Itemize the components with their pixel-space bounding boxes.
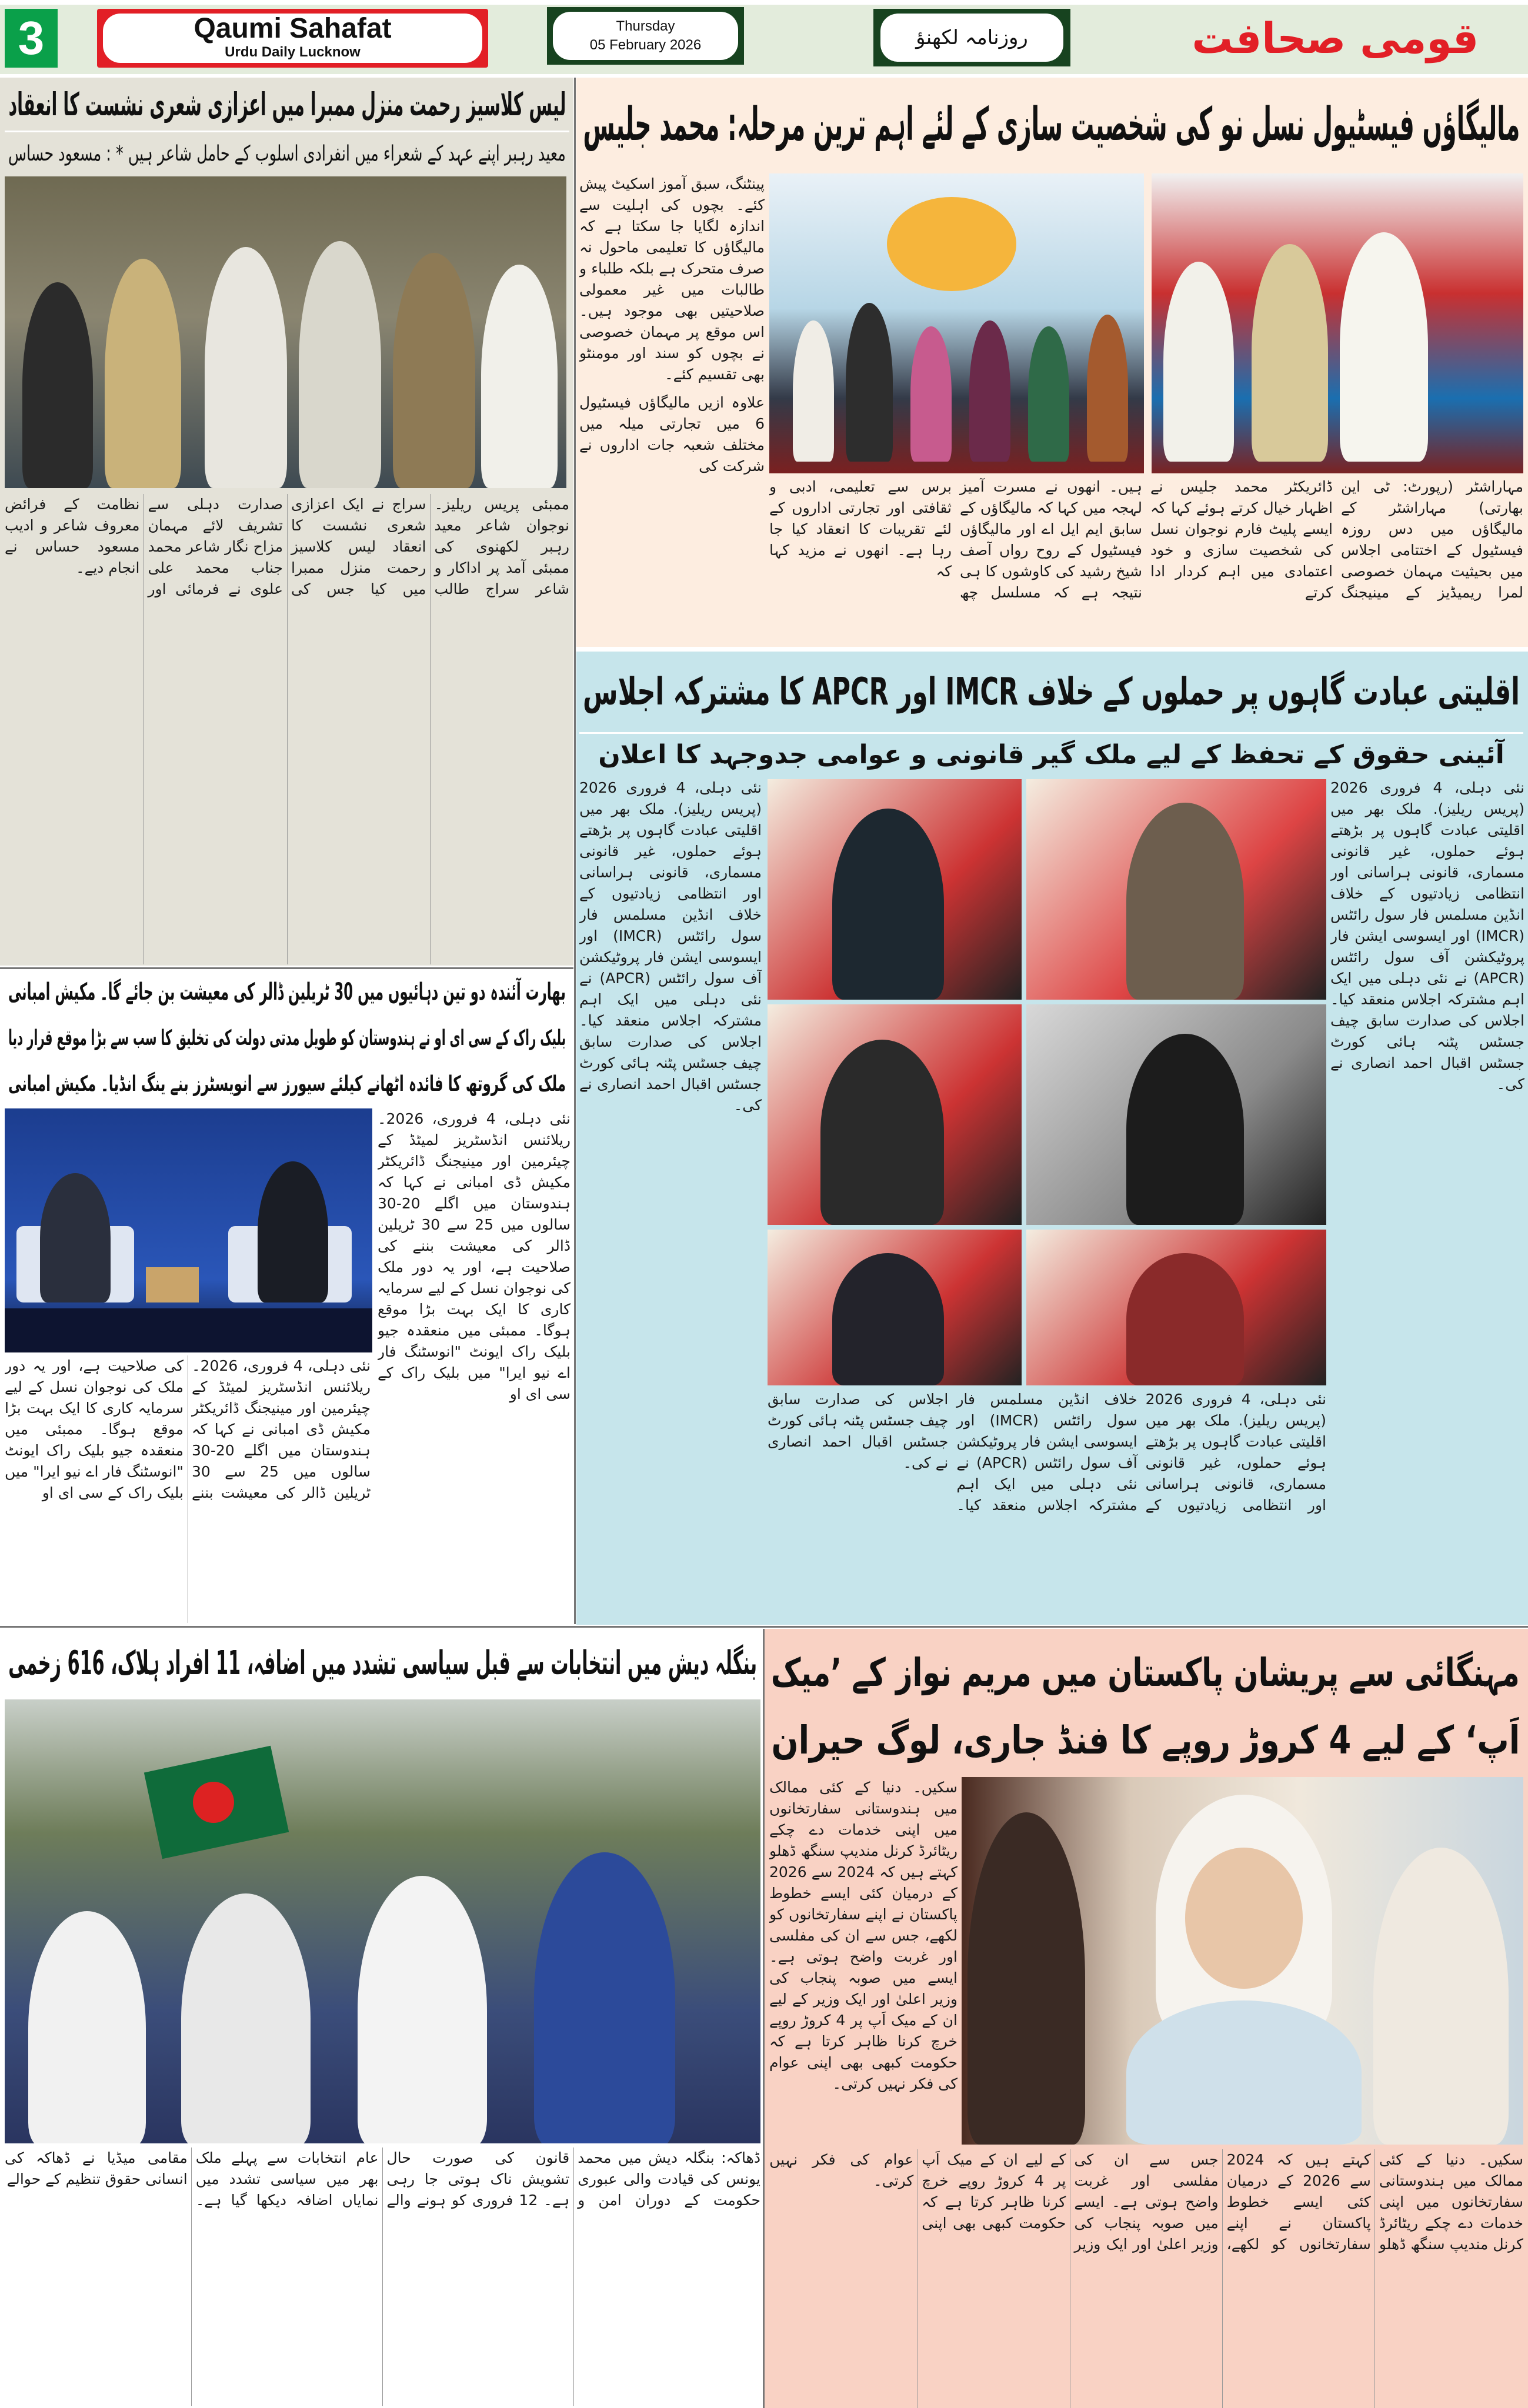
malegaon-headline-text: مالیگاؤں فیسٹیول نسل نو کی شخصیت سازی کے لئے اہم ترین مرحلہ: محمد جلیس (582, 98, 1520, 151)
poetry-headline-text: لیس کلاسیز رحمت منزل ممبرا میں اعزازی شعری نشست کا انعقاد (8, 86, 566, 123)
malegaon-award-photo (1152, 173, 1523, 473)
apcr-subhead-text: آئینی حقوق کے تحفظ کے لیے ملک گیر قانونی و عوامی جدوجہد کا اعلان (598, 740, 1504, 770)
issue-date: 05 February 2026 (589, 37, 702, 53)
urdu-logo-text: قومی صحافت (1192, 14, 1479, 63)
ambani-headline-3-text: ملک کی گروتھ کا فائدہ اٹھانے کیلئے سیورز سے انویسٹرز بنے ینگ انڈیا۔ مکیش امبانی (8, 1072, 566, 1096)
apcr-body-right: نئی دہلی، 4 فروری 2026 (پریس ریلیز). ملک بھر میں اقلیتی عبادت گاہوں پر بڑھتے ہوئے حملوں، غیر قانونی مسماری، قانونی ہراسانی اور انتظامی زیادتیوں کے خلاف انڈین مسلمس فار سول رائٹس (IMCR) اور ایسوسی ایشن فار پروٹیکشن آف سول رائٹس (APCR) نے نئی دہلی میں ایک اہم مشترکہ اجلاس منعقد کیا۔ اجلاس کی صدارت سابق چیف جسٹس پٹنہ ہائی کورٹ جسٹس اقبال احمد انصاری نے کی۔ (1330, 779, 1524, 1093)
poetry-subhead-text: معید رہبر اپنے عہد کے شعراء میں انفرادی اسلوب کے حامل شاعر ہیں * : مسعود حساس (8, 142, 566, 166)
ambani-headline-2-text: بلیک راک کے سی ای او نے ہندوستان کو طویل مدتی دولت کی تخلیق کا سب سے بڑا موقع قرار دیا (8, 1026, 566, 1050)
bangladesh-headline (5, 1629, 760, 1698)
poetry-body: ممبئی پریس ریلیز۔ نوجوان شاعر معید رہبر لکھنوی کی ممبئی آمد پر اداکار و شاعر سراج طالب سراج نے ایک اعزازی شعری نشست کا انعقاد لیس کلاسیز رحمت منزل ممبرا میں کیا جس کی صدارت دہلی سے تشریف لائے مہمان مزاح نگار شاعر محمد جناب محمد علی علوی نے فرمائی اور نظامت کے فرائض معروف شاعر و ادیب مسعود حساس نے انجام دیے۔ (5, 496, 569, 597)
ambani-headline-3 (5, 1062, 569, 1106)
apcr-headline-text: اقلیتی عبادت گاہوں پر حملوں کے خلاف IMCR اور APCR کا مشترکہ اجلاس (583, 670, 1520, 714)
apcr-headline (579, 654, 1523, 730)
roznama-label: روزنامہ لکھنؤ (916, 26, 1028, 49)
maryam-nawaz-photo (962, 1777, 1523, 2145)
poetry-group-photo (5, 176, 566, 488)
apcr-speaker-photo-4 (1026, 1004, 1326, 1225)
poetry-subhead (5, 134, 569, 174)
apcr-speaker-photo-5 (768, 1230, 1022, 1385)
malegaon-paragraph: پینٹنگ، سبق آموز اسکیٹ پیش کئے۔ بچوں کی اہلیت سے اندازہ لگایا جا سکتا ہے کہ مالیگاؤں کا تعلیمی ماحول نہ صرف متحرک ہے بلکہ طلباء و طالبات میں غیر معمولی صلاحیتیں بھی موجود ہیں۔ اس موقع پر مہمان خصوصی نے بچوں کو سند اور مومنٹو بھی تقسیم کئے۔ (579, 175, 765, 383)
ambani-event-photo (5, 1108, 372, 1352)
poetry-headline (5, 79, 569, 129)
bangladesh-rally-photo (5, 1699, 760, 2143)
bangladesh-headline-text: بنگلہ دیش میں انتخابات سے قبل سیاسی تشدد میں اضافہ، 11 افراد ہلاک، 616 زخمی (8, 1644, 758, 1682)
maryam-headline-1 (768, 1641, 1523, 1705)
apcr-body-bottom: نئی دہلی، 4 فروری 2026 (پریس ریلیز). ملک بھر میں اقلیتی عبادت گاہوں پر بڑھتے ہوئے حملوں، غیر قانونی مسماری، قانونی ہراسانی اور انتظامی زیادتیوں کے خلاف انڈین مسلمس فار سول رائٹس (IMCR) اور ایسوسی ایشن فار پروٹیکشن آف سول رائٹس (APCR) نے نئی دہلی میں ایک اہم مشترکہ اجلاس منعقد کیا۔ اجلاس کی صدارت سابق چیف جسٹس پٹنہ ہائی کورٹ جسٹس اقبال احمد انصاری نے کی۔ (768, 1391, 1326, 1514)
masthead-title-box (97, 9, 488, 68)
maryam-body-main: سکیں۔ دنیا کے کئی ممالک میں ہندوستانی سفارتخانوں میں اپنی خدمات دے چکے ریٹائرڈ کرنل مندیپ سنگھ ڈھلو کہتے ہیں کہ 2024 سے 2026 کے درمیان کئی ایسے خطوط پاکستان نے اپنے سفارتخانوں کو لکھے، جس سے ان کی مفلسی اور غربت واضح ہوتی ہے۔ ایسے میں صوبہ پنجاب کی وزیر اعلیٰ اور ایک وزیر کے لیے ان کے میک اَپ پر 4 کروڑ روپے خرچ کرنا ظاہر کرتا ہے کہ حکومت کبھی بھی اپنی عوام کی فکر نہیں کرتی۔ (769, 2151, 1523, 2253)
maryam-headline-1-text: مہنگائی سے پریشان پاکستان میں مریم نواز کے ’میک (771, 1650, 1520, 1695)
maryam-body-side: سکیں۔ دنیا کے کئی ممالک میں ہندوستانی سفارتخانوں میں اپنی خدمات دے چکے ریٹائرڈ کرنل مندیپ سنگھ ڈھلو کہتے ہیں کہ 2024 سے 2026 کے درمیان کئی ایسے خطوط پاکستان نے اپنے سفارتخانوں کو لکھے، جس سے ان کی مفلسی اور غربت واضح ہوتی ہے۔ ایسے میں صوبہ پنجاب کی وزیر اعلیٰ اور ایک وزیر کے لیے ان کے میک اَپ پر 4 کروڑ روپے خرچ کرنا ظاہر کرتا ہے کہ حکومت کبھی بھی اپنی عوام کی فکر نہیں کرتی۔ (769, 1779, 957, 2092)
maryam-headline-2-text: اَپ‘ کے لیے 4 کروڑ روپے کا فنڈ جاری، لوگ حیران (771, 1718, 1520, 1763)
malegaon-paragraph: ہیں۔ انھوں نے مسرت آمیز لہجہ میں کہا کہ مالیگاؤں کے سابق ایم ایل اے اور مالیگاؤں فیسٹیول کے روح رواں آصف شیخ رشید کی کاوشوں کا ہی نتیجہ ہے کہ مسلسل چھ برس سے تعلیمی، ادبی و ثقافتی اور تجارتی اداروں کے لئے تقریبات کا انعقاد کیا جا رہا ہے۔ انھوں نے مزید کہا کہ (769, 478, 1142, 601)
ambani-headline-1-text: بھارت آئندہ دو تین دہائیوں میں 30 ٹریلین ڈالر کی معیشت بن جائے گا۔ مکیش امبانی (8, 978, 566, 1006)
malegaon-body-main (769, 476, 1523, 647)
newspaper-subtitle: Urdu Daily Lucknow (225, 44, 361, 60)
issue-day: Thursday (616, 18, 675, 34)
bangladesh-body: ڈھاکہ: بنگلہ دیش میں محمد یونس کی قیادت والی عبوری حکومت کے دوران امن و قانون کی صورت حال تشویش ناک ہوتی جا رہی ہے۔ 12 فروری کو ہونے والے عام انتخابات سے پہلے ملک بھر میں سیاسی تشدد میں نمایاں اضافہ دیکھا گیا ہے۔ مقامی میڈیا نے ڈھاکہ کی انسانی حقوق تنظیم کے حوالے (5, 2149, 760, 2209)
ambani-body-continued: نئی دہلی، 4 فروری، 2026۔ ریلائنس انڈسٹریز لمیٹڈ کے چیئرمین اور مینیجنگ ڈائریکٹر مکیش ڈی امبانی نے کہا کہ ہندوستان میں اگلے 20-30 سالوں میں 25 سے 30 ٹریلین ڈالر کی معیشت بننے کی صلاحیت ہے، اور یہ دور ملک کی نوجوان نسل کے لیے سرمایہ کاری کا ایک بہت بڑا موقع ہوگا۔ ممبئی میں منعقدہ جیو بلیک راک ایونٹ "انوسٹنگ فار اے نیو ایرا" میں بلیک راک کے سی ای او (5, 1357, 371, 1501)
ambani-headline-2 (5, 1016, 569, 1060)
apcr-speaker-photo-2 (1026, 779, 1326, 1000)
malegaon-paragraph: علاوہ ازیں مالیگاؤں فیسٹیول 6 میں تجارتی میلہ میں مختلف شعبہ جات اداروں نے شرکت کی (579, 394, 765, 475)
malegaon-children-photo (769, 173, 1144, 473)
apcr-speaker-photo-3 (768, 1004, 1022, 1225)
roznama-box (873, 9, 1070, 66)
apcr-speaker-photo-1 (768, 779, 1022, 1000)
date-box (547, 7, 744, 65)
apcr-body-left: نئی دہلی، 4 فروری 2026 (پریس ریلیز). ملک بھر میں اقلیتی عبادت گاہوں پر بڑھتے ہوئے حملوں، غیر قانونی مسماری، قانونی ہراسانی اور انتظامی زیادتیوں کے خلاف انڈین مسلمس فار سول رائٹس (IMCR) اور ایسوسی ایشن فار پروٹیکشن آف سول رائٹس (APCR) نے نئی دہلی میں ایک اہم مشترکہ اجلاس منعقد کیا۔ اجلاس کی صدارت سابق چیف جسٹس پٹنہ ہائی کورٹ جسٹس اقبال احمد انصاری نے کی۔ (579, 779, 762, 1114)
newspaper-title: Qaumi Sahafat (193, 14, 392, 44)
ambani-body: نئی دہلی، 4 فروری، 2026۔ ریلائنس انڈسٹریز لمیٹڈ کے چیئرمین اور مینیجنگ ڈائریکٹر مکیش ڈی امبانی نے کہا کہ ہندوستان میں اگلے 20-30 سالوں میں 25 سے 30 ٹریلین ڈالر کی معیشت بننے کی صلاحیت ہے، اور یہ دور ملک کی نوجوان نسل کے لیے سرمایہ کاری کا ایک بہت بڑا موقع ہوگا۔ ممبئی میں منعقدہ جیو بلیک راک ایونٹ "انوسٹنگ فار اے نیو ایرا" میں بلیک راک کے سی ای او (378, 1110, 571, 1402)
maryam-headline-2 (768, 1708, 1523, 1773)
apcr-speaker-photo-6 (1026, 1230, 1326, 1385)
malegaon-body-side (579, 173, 765, 644)
apcr-subhead (579, 735, 1523, 775)
page-number: 3 (5, 9, 58, 68)
malegaon-paragraph: مہاراشٹر (رپورٹ: ٹی این بھارتی) مہاراشٹر کے مالیگاؤں میں دس روزہ فیسٹیول کے اختتامی اجلاس میں بحیثیت مہمان خصوصی لمرا ریمیڈیز کے مینیجنگ ڈائریکٹر محمد جلیس نے اظہار خیال کرتے ہوئے کہا کہ ایسے پلیٹ فارم نوجوان نسل کی شخصیت سازی و خود اعتمادی میں اہم کردار ادا کرتے (1150, 478, 1523, 601)
malegaon-headline (579, 79, 1523, 171)
ambani-headline-1 (5, 970, 569, 1014)
urdu-logo (1188, 6, 1482, 71)
